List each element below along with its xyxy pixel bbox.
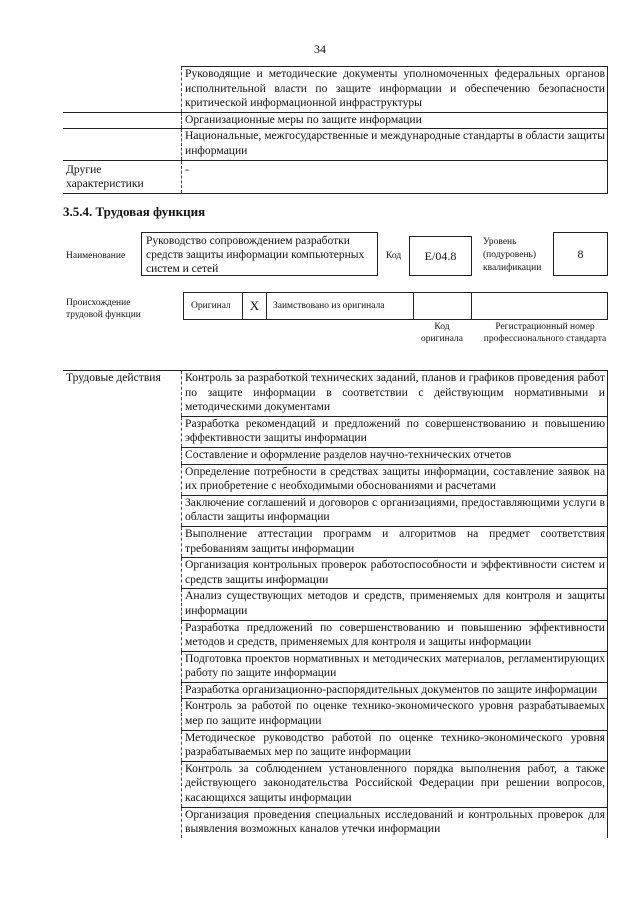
list-item: Организация проведения специальных исследований и контрольных проверок для выявления возможных каналов утечки информации — [182, 807, 608, 838]
list-item: Методическое руководство работой по оценке технико-экономического уровня разрабатываемых мер по защите информации — [182, 730, 608, 761]
row-label — [63, 129, 182, 160]
table-row — [63, 129, 608, 160]
reg-number-caption: Регистрационный номер профессионального стандарта — [483, 322, 607, 344]
original-code-cell — [414, 292, 472, 320]
list-item: Выполнение аттестации программ и алгоритмов на предмет соответствия требованиям защиты информации — [182, 526, 608, 557]
row-value: Национальные, межгосударственные и международные стандарты в области защиты информации — [182, 129, 608, 160]
row-label — [63, 67, 182, 113]
table-row — [63, 67, 608, 113]
list-item: Разработка предложений по совершенствованию и повышению эффективности методов и средств, применяемых для контроля и защиты информации — [182, 620, 608, 651]
page-number: 34 — [314, 42, 326, 56]
list-item: Определение потребности в средствах защиты информации, составление заявок на их приобретение с необходимыми обоснованиями и расчетами — [182, 464, 608, 495]
function-code: E/04.8 — [409, 236, 472, 276]
knowledge-table-continuation — [63, 66, 608, 194]
level-label: Уровень (подуровень) квалификации — [483, 237, 542, 273]
labor-actions-table — [63, 370, 608, 838]
list-item: Контроль за соблюдением установленного порядка выполнения работ, а также действующего законодательства Российской Федерации при решении вопросов, касающихся защиты информации — [182, 761, 608, 807]
reg-number-cell — [472, 292, 608, 320]
row-label: Другие характеристики — [63, 160, 182, 193]
list-item: Составление и оформление разделов научно-технических отчетов — [182, 447, 608, 464]
code-label: Код — [386, 251, 402, 261]
table-row — [63, 112, 608, 129]
borrowed-label: Заимствовано из оригинала — [267, 292, 414, 320]
list-item: Разработка организационно-распорядительных документов по защите информации — [182, 682, 608, 699]
list-item: Разработка рекомендаций и предложений по совершенствованию и повышению эффективности защиты информации — [182, 416, 608, 447]
row-value: - — [182, 160, 608, 193]
original-mark: X — [243, 292, 267, 320]
list-item: Контроль за работой по оценке технико-экономического уровня разрабатываемых мер по защите информации — [182, 699, 608, 730]
row-value: Руководящие и методические документы уполномоченных федеральных органов исполнительной власти по защите информации и обеспечению безопасности критической информационной инфраструктуры — [182, 67, 608, 113]
origin-row — [183, 292, 608, 320]
section-title: 3.5.4. Трудовая функция — [63, 204, 206, 219]
function-name: Руководство сопровождением разработки средств защиты информации компьютерных систем и сетей — [141, 232, 378, 276]
name-label: Наименование — [66, 251, 126, 261]
table-row — [63, 371, 608, 417]
row-value: Организационные меры по защите информации — [182, 112, 608, 129]
list-item: Контроль за разработкой технических заданий, планов и графиков проведения работ по защите информации в соответствии с действующим нормативными и методическими документами — [182, 371, 608, 417]
list-item: Анализ существующих методов и средств, применяемых для контроля и защиты информации — [182, 589, 608, 620]
list-item: Организация контрольных проверок работоспособности и эффективности систем и средств защиты информации — [182, 558, 608, 589]
origin-label: Происхождение трудовой функции — [66, 298, 141, 320]
list-item: Подготовка проектов нормативных и методических материалов, регламентирующих работу по защите информации — [182, 651, 608, 682]
labor-actions-label: Трудовые действия — [63, 371, 182, 838]
row-label — [63, 112, 182, 129]
list-item: Заключение соглашений и договоров с организациями, предоставляющими услуги в области защиты информации — [182, 495, 608, 526]
code-original-caption: Код оригинала — [421, 322, 463, 344]
qualification-level: 8 — [553, 232, 608, 276]
original-label: Оригинал — [183, 292, 243, 320]
table-row — [63, 160, 608, 193]
